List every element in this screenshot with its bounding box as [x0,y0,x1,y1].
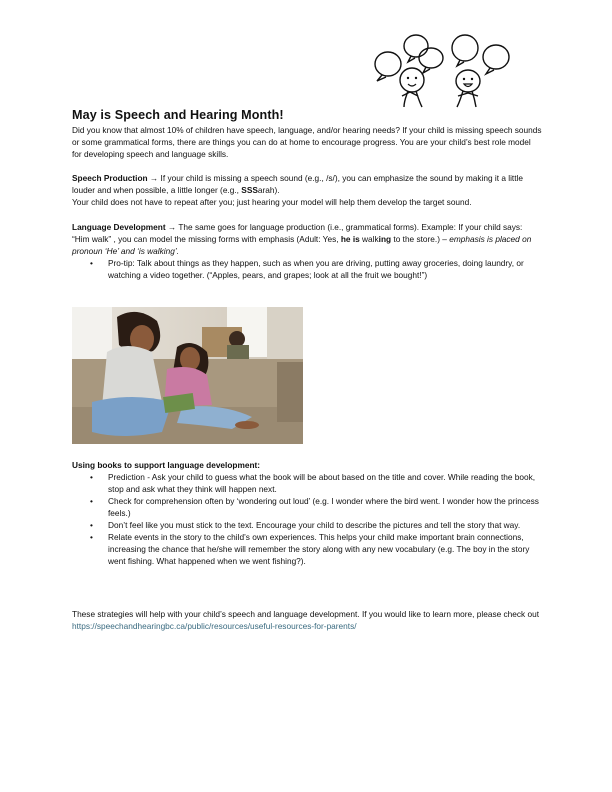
speech-production-note: Your child does not have to repeat after you; just hearing your model will help them develop the target sound. [72,197,472,207]
speech-production-paragraph: Speech Production → If your child is missing a speech sound (e.g., /s/), you can emphasize the sound by making it a little louder and when possible, a little longer (e.g., SSSarah). Your child does not have to repeat after you; just hearing your model will help them develop the target sound. [72,173,524,207]
talking-figures-illustration [368,32,514,110]
language-development-paragraph: Language Development → The same goes for language production (i.e., grammatical forms). Example: If your child says: “Him walk” , you can model the missing forms with emphasis (Adult: Yes, he is walking to the store.) – emphasis is placed on pronoun ‘He’ and ‘is walking’. • Pro-tip: Talk about things as they happen, such as when you are driving, putting away groceries, doing laundry, or watching a video together. (“Apples, pears, and grapes; look at all the fruit we bought!”) [72,221,542,281]
intro-paragraph: Did you know that almost 10% of children have speech, language, and/or hearing needs? If your child is missing speech sounds or some grammatical forms, there are things you can do at home to encourage progress. You are your child’s best role model for developing speech and language skills. [72,125,542,159]
resources-link[interactable]: https://speechandhearingbc.ca/public/resources/useful-resources-for-parents/ [72,621,357,631]
list-item: • Prediction - Ask your child to guess what the book will be about based on the title and cover. While reading the book, stop and ask what they think will happen next. [72,471,542,495]
closing-paragraph: These strategies will help with your child’s speech and language development. If you would like to learn more, please check out https://speechandhearingbc.ca/public/resources/useful-resources-for-parents/ [72,609,540,631]
books-tips-list [72,471,542,567]
arrow-icon: → [167,222,177,232]
books-section [72,459,542,567]
language-development-heading: Language Development [72,222,166,232]
arrow-icon: → [149,173,159,183]
speech-production-heading: Speech Production [72,173,148,183]
pro-tip-item: • Pro-tip: Talk about things as they happen, such as when you are driving, putting away groceries, doing laundry, or watching a video together. (“Apples, pears, and grapes; look at all the fruit we bought!”) [72,257,542,281]
list-item: • Relate events in the story to the child’s own experiences. This helps your child make important brain connections, increasing the chance that he/she will remember the story along with any new vocabulary (e.g. The boy in the story went fishing. What happened when we went fishing?). [72,531,542,567]
list-item: • Check for comprehension often by ‘wondering out loud’ (e.g. I wonder where the bird went. I wonder how the princess feels.) [72,495,542,519]
books-heading: Using books to support language development: [72,460,261,470]
mother-daughter-reading-photo [72,307,303,444]
list-item: • Don’t feel like you must stick to the text. Encourage your child to describe the pictures and tell the story that way. [72,519,542,531]
page-title: May is Speech and Hearing Month! [72,108,284,122]
